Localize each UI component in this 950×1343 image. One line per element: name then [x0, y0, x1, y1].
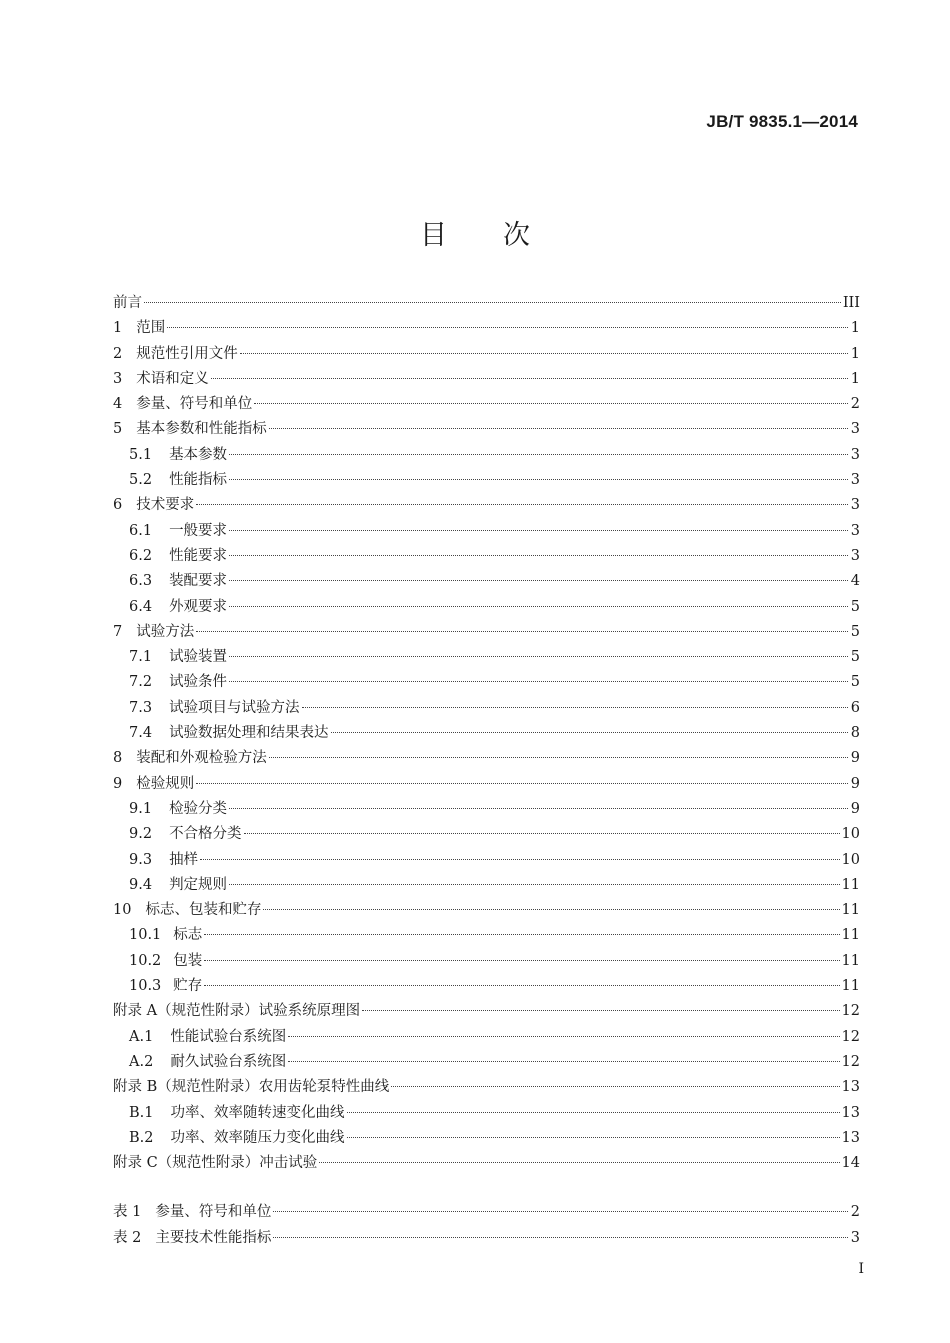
toc-entry[interactable]	[113, 620, 860, 645]
toc-dot-leader	[167, 327, 848, 328]
toc-entry[interactable]	[113, 493, 860, 518]
toc-entry-number: A.2	[129, 1053, 154, 1070]
toc-entry-page: 11	[841, 978, 860, 995]
toc-dot-leader	[229, 530, 848, 531]
toc-entry-title: 试验方法	[136, 623, 195, 640]
toc-entry-page: 12	[841, 1053, 860, 1070]
toc-dot-leader	[273, 1211, 848, 1212]
toc-entry-number: 10.2	[129, 952, 162, 969]
toc-entry-title: 判定规则	[169, 876, 228, 893]
toc-dot-leader	[204, 985, 839, 986]
toc-dot-leader	[391, 1086, 839, 1087]
toc-dot-leader	[196, 783, 848, 784]
toc-entry-title: 装配和外观检验方法	[136, 750, 267, 767]
toc-entry-title: 术语和定义	[136, 370, 209, 387]
toc-dot-leader	[204, 934, 839, 935]
toc-entry-number: 表 2	[113, 1229, 142, 1246]
toc-dot-leader	[302, 707, 848, 708]
toc-entry-title: 包装	[173, 952, 203, 969]
toc-entry-page: 12	[841, 1028, 860, 1045]
toc-entry[interactable]	[113, 1200, 860, 1225]
toc-dot-leader	[229, 555, 848, 556]
toc-entry-title: 参量、符号和单位	[155, 1204, 272, 1221]
toc-entry-number: 6	[113, 497, 123, 514]
toc-entry[interactable]	[113, 797, 860, 822]
toc-title: 目次	[420, 220, 586, 251]
toc-entry-title: 功率、效率随转速变化曲线	[170, 1104, 345, 1121]
toc-entry-number: 5	[113, 421, 123, 438]
toc-entry-title: 试验数据处理和结果表达	[169, 725, 329, 742]
toc-entry[interactable]	[113, 721, 860, 746]
toc-dot-leader	[229, 606, 848, 607]
toc-entry[interactable]	[113, 316, 860, 341]
toc-dot-leader	[362, 1010, 839, 1011]
toc-entry-number: 9.1	[129, 800, 153, 817]
toc-entry-page: 10	[841, 851, 860, 868]
toc-entry-page: 11	[841, 952, 860, 969]
toc-entry-title: 贮存	[173, 978, 203, 995]
toc-entry-title: 范围	[136, 320, 166, 337]
toc-entry-number: 1	[113, 320, 123, 337]
toc-entry-number: 4	[113, 396, 123, 413]
toc-entry-number: 8	[113, 750, 123, 767]
toc-dot-leader	[331, 732, 848, 733]
toc-entry-page: 1	[850, 370, 860, 387]
toc-entry[interactable]	[113, 1075, 860, 1100]
toc-entry-number: 10.1	[129, 927, 162, 944]
toc-entry-number: 7	[113, 623, 123, 640]
toc-entry-number: 9.3	[129, 851, 153, 868]
toc-dot-leader	[229, 656, 848, 657]
toc-entry-page: 5	[850, 598, 860, 615]
toc-entry-page: 5	[850, 649, 860, 666]
toc-entry-number: 9	[113, 775, 123, 792]
toc-dot-leader	[263, 909, 839, 910]
toc-entry-number: 7.4	[129, 725, 153, 742]
toc-entry[interactable]	[113, 392, 860, 417]
toc-entry-page: 14	[841, 1155, 860, 1172]
toc-dot-leader	[144, 302, 841, 303]
toc-dot-leader	[229, 454, 848, 455]
toc-entry-page: 2	[850, 396, 860, 413]
toc-entry[interactable]	[113, 949, 860, 974]
toc-entry[interactable]	[113, 645, 860, 670]
toc-entry-number: 7.1	[129, 649, 153, 666]
toc-entry-page: 9	[850, 800, 860, 817]
toc-entry-page: 3	[850, 497, 860, 514]
toc-entry-title: 参量、符号和单位	[136, 396, 253, 413]
toc-entry-page: III	[842, 295, 860, 311]
toc-entry-title: 标志、包装和贮存	[145, 902, 262, 919]
toc-entry-number: 5.2	[129, 472, 153, 489]
toc-dot-leader	[347, 1112, 840, 1113]
toc-entry-title: 技术要求	[136, 497, 195, 514]
toc-entry-title: 检验规则	[136, 775, 195, 792]
toc-dot-leader	[288, 1036, 839, 1037]
toc-entry-page: 11	[841, 927, 860, 944]
toc-entry-title: 性能试验台系统图	[170, 1028, 287, 1045]
toc-entry[interactable]	[113, 1025, 860, 1050]
toc-entry-title: 规范性引用文件	[136, 345, 238, 362]
toc-entry[interactable]	[113, 468, 860, 493]
toc-entry[interactable]	[113, 772, 860, 797]
toc-entry-title: 附录 C（规范性附录）冲击试验	[113, 1155, 318, 1172]
toc-dot-leader	[244, 833, 840, 834]
toc-entry-title: 试验条件	[169, 674, 228, 691]
toc-entry[interactable]	[113, 898, 860, 923]
toc-entry[interactable]	[113, 291, 860, 316]
toc-entry-page: 8	[850, 725, 860, 742]
toc-entry-title: 附录 B（规范性附录）农用齿轮泵特性曲线	[113, 1079, 390, 1096]
toc-dot-leader	[211, 378, 848, 379]
toc-dot-leader	[196, 631, 848, 632]
toc-entry-page: 3	[850, 1229, 860, 1246]
toc-entry-title: 抽样	[169, 851, 199, 868]
toc-entry[interactable]	[113, 822, 860, 847]
toc-entry-page: 5	[850, 674, 860, 691]
toc-dot-leader	[269, 428, 848, 429]
toc-entry-page: 1	[850, 320, 860, 337]
toc-dot-leader	[273, 1237, 848, 1238]
toc-entry-page: 2	[850, 1204, 860, 1221]
toc-entry-page: 9	[850, 775, 860, 792]
toc-entry[interactable]	[113, 569, 860, 594]
toc-entry[interactable]	[113, 367, 860, 392]
toc-dot-leader	[229, 479, 848, 480]
toc-dot-leader	[269, 757, 848, 758]
toc-entry-number: 9.2	[129, 826, 153, 843]
toc-entry-title: 试验装置	[169, 649, 228, 666]
toc-entry-number: B.2	[129, 1129, 154, 1146]
toc-entry-page: 6	[850, 699, 860, 716]
toc-entry[interactable]	[113, 595, 860, 620]
toc-entry-number: 9.4	[129, 876, 153, 893]
toc-entry-number: 6.3	[129, 573, 153, 590]
toc-entry-number: 6.4	[129, 598, 153, 615]
toc-entry-title: 不合格分类	[169, 826, 242, 843]
toc-dot-leader	[319, 1162, 839, 1163]
toc-entry[interactable]	[113, 696, 860, 721]
toc-entry-number: 7.3	[129, 699, 153, 716]
toc-entry[interactable]	[113, 670, 860, 695]
toc-entry-page: 11	[841, 902, 860, 919]
toc-entry-title: 性能要求	[169, 547, 228, 564]
toc-entry-page: 11	[841, 876, 860, 893]
toc-entry-number: 10	[113, 902, 132, 919]
toc-dot-leader	[240, 353, 848, 354]
toc-entry[interactable]	[113, 342, 860, 367]
toc-entry[interactable]	[113, 519, 860, 544]
standard-number: JB/T 9835.1—2014	[706, 112, 858, 131]
toc-entry-page: 3	[850, 421, 860, 438]
toc-dot-leader	[200, 859, 839, 860]
toc-dot-leader	[254, 403, 848, 404]
toc-entry[interactable]	[113, 746, 860, 771]
toc-entry-title: 装配要求	[169, 573, 228, 590]
toc-entry[interactable]	[113, 1226, 860, 1251]
toc-entry-title: 基本参数和性能指标	[136, 421, 267, 438]
toc-entry-number: 3	[113, 370, 123, 387]
toc-entry-title: 性能指标	[169, 472, 228, 489]
toc-dot-leader	[196, 504, 848, 505]
toc-entry[interactable]	[113, 873, 860, 898]
toc-dot-leader	[229, 681, 848, 682]
toc-entry-page: 13	[841, 1104, 860, 1121]
toc-entry-page: 3	[850, 547, 860, 564]
toc-entry-title: 基本参数	[169, 446, 228, 463]
toc-entry-number: 6.1	[129, 522, 153, 539]
toc-entry-number: 表 1	[113, 1204, 142, 1221]
toc-entry-page: 13	[841, 1129, 860, 1146]
toc-entry[interactable]	[113, 1126, 860, 1151]
toc-entry-title: 耐久试验台系统图	[170, 1053, 287, 1070]
toc-entry[interactable]	[113, 544, 860, 569]
toc-entry[interactable]	[113, 417, 860, 442]
toc-entry[interactable]	[113, 974, 860, 999]
toc-dot-leader	[229, 884, 839, 885]
toc-entry-page: 3	[850, 522, 860, 539]
toc-entry-page: 4	[850, 573, 860, 590]
toc-entry-title: 试验项目与试验方法	[169, 699, 300, 716]
toc-entry-number: 2	[113, 345, 123, 362]
toc-entry[interactable]	[113, 1101, 860, 1126]
toc-entry-number: 7.2	[129, 674, 153, 691]
toc-entry-page: 12	[841, 1003, 860, 1020]
toc-entry-title: 主要技术性能指标	[155, 1229, 272, 1246]
toc-entry[interactable]	[113, 923, 860, 948]
toc-entry-number: 6.2	[129, 547, 153, 564]
toc-entry-title: 附录 A（规范性附录）试验系统原理图	[113, 1003, 361, 1020]
toc-entry-number: 5.1	[129, 446, 153, 463]
toc-dot-leader	[204, 960, 839, 961]
toc-entry-title: 功率、效率随压力变化曲线	[170, 1129, 345, 1146]
toc-entry-title: 一般要求	[169, 522, 228, 539]
toc-entry-page: 3	[850, 472, 860, 489]
toc-entry-number: 10.3	[129, 978, 162, 995]
toc-entry-page: 13	[841, 1079, 860, 1096]
toc-entry-page: 10	[841, 826, 860, 843]
toc-entry-title: 前言	[113, 295, 142, 311]
toc-entry-page: 5	[850, 623, 860, 640]
toc-dot-leader	[288, 1061, 839, 1062]
toc-entry-page: 9	[850, 750, 860, 767]
toc-entry-page: 3	[850, 446, 860, 463]
toc-entry[interactable]	[113, 1050, 860, 1075]
toc-entry-title: 标志	[173, 927, 203, 944]
toc-entry[interactable]	[113, 443, 860, 468]
toc-entry[interactable]	[113, 1151, 860, 1176]
table-of-contents	[113, 291, 860, 1251]
toc-entry-page: 1	[850, 345, 860, 362]
toc-entry-number: B.1	[129, 1104, 154, 1121]
toc-dot-leader	[229, 580, 848, 581]
toc-entry-title: 检验分类	[169, 800, 228, 817]
toc-dot-leader	[229, 808, 848, 809]
page-number: I	[858, 1261, 864, 1277]
toc-entry-title: 外观要求	[169, 598, 228, 615]
toc-entry-number: A.1	[129, 1028, 154, 1045]
toc-entry[interactable]	[113, 999, 860, 1024]
toc-entry[interactable]	[113, 848, 860, 873]
toc-dot-leader	[347, 1137, 840, 1138]
